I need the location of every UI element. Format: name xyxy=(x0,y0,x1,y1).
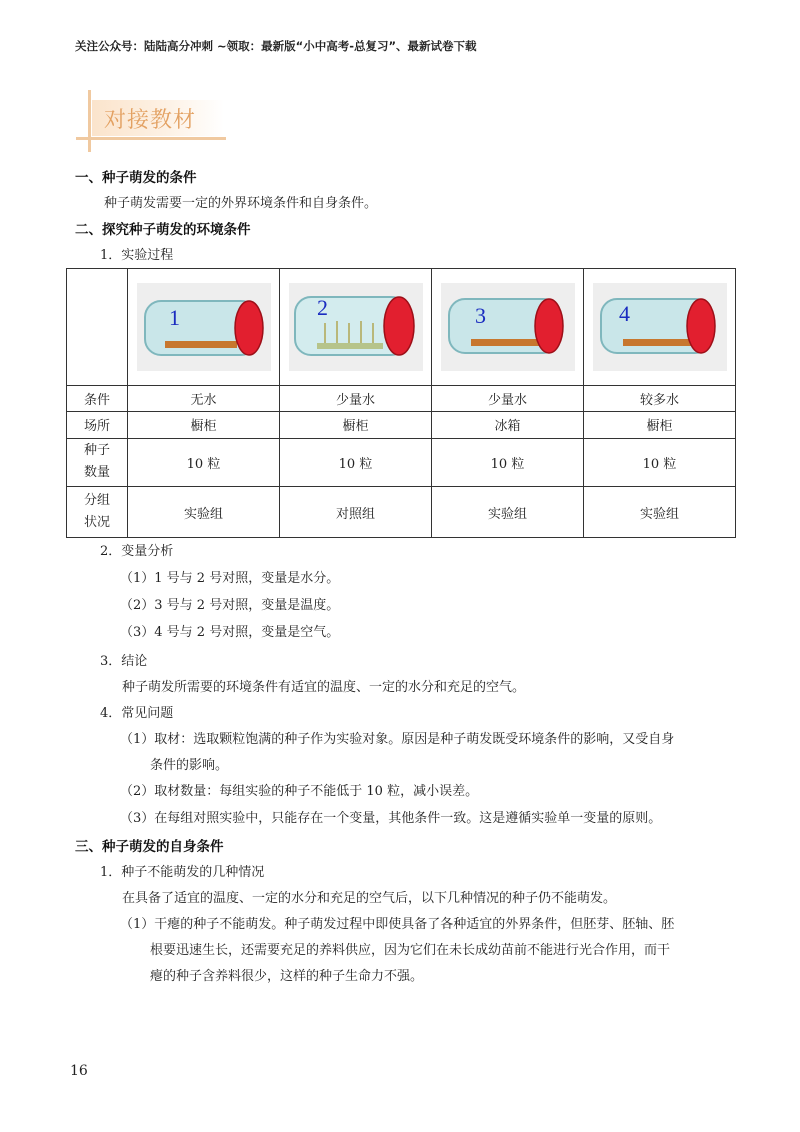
variable-item: （2）3 号与 2 号对照，变量是温度。 xyxy=(120,598,340,613)
seed-jar-image-2 xyxy=(289,283,423,371)
seed-jar-image-1 xyxy=(137,283,271,371)
paragraph-1: 种子萌发需要一定的外界环境条件和自身条件。 xyxy=(104,196,378,211)
jar-cell-4 xyxy=(584,269,736,386)
table-row xyxy=(67,487,736,538)
sub-heading-common-issues: 4．常见问题 xyxy=(100,706,174,721)
row-label: 条件 xyxy=(67,385,128,411)
table-cell: 10 粒 xyxy=(432,438,584,487)
table-cell: 对照组 xyxy=(280,487,432,538)
jar-number-3: 3 xyxy=(474,302,486,328)
sub-heading-cannot-germinate: 1．种子不能萌发的几种情况 xyxy=(100,865,265,880)
table-cell: 较多水 xyxy=(584,385,736,411)
experiment-table xyxy=(66,268,736,538)
variable-item: （1）1 号与 2 号对照，变量是水分。 xyxy=(120,571,340,586)
table-row xyxy=(67,412,736,438)
intro-text: 在具备了适宜的温度、一定的水分和充足的空气后，以下几种情况的种子仍不能萌发。 xyxy=(122,891,617,906)
issue-item-3: （3）在每组对照实验中，只能存在一个变量，其他条件一致。这是遵循实验单一变量的原则。 xyxy=(120,811,662,826)
page-number: 16 xyxy=(70,1063,88,1079)
conclusion-text: 种子萌发所需要的环境条件有适宜的温度、一定的水分和充足的空气。 xyxy=(122,680,526,695)
heading-1: 一、种子萌发的条件 xyxy=(75,170,197,186)
table-row xyxy=(67,385,736,411)
table-cell: 橱柜 xyxy=(128,412,280,438)
row-label: 种子 数量 xyxy=(67,438,128,487)
table-cell: 10 粒 xyxy=(280,438,432,487)
table-cell: 10 粒 xyxy=(128,438,280,487)
row-label: 场所 xyxy=(67,412,128,438)
variable-item: （3）4 号与 2 号对照，变量是空气。 xyxy=(120,625,340,640)
issue-item-1: （1）取材：选取颗粒饱满的种子作为实验对象。原因是种子萌发既受环境条件的影响，又受自身 xyxy=(120,732,675,747)
sub-heading-experiment-process: 1．实验过程 xyxy=(100,248,174,263)
table-cell: 冰箱 xyxy=(432,412,584,438)
jar-cell-1 xyxy=(128,269,280,386)
issue-item-1-cont: 条件的影响。 xyxy=(150,758,229,773)
table-row-images xyxy=(67,269,736,386)
case-item-1-cont: 根要迅速生长，还需要充足的养料供应，因为它们在未长成幼苗前不能进行光合作用，而干 xyxy=(150,943,671,958)
table-cell: 无水 xyxy=(128,385,280,411)
jar-cell-2 xyxy=(280,269,432,386)
seed-jar-image-4 xyxy=(593,283,727,371)
section-title: 对接教材 xyxy=(104,108,197,133)
table-cell: 橱柜 xyxy=(280,412,432,438)
section-banner xyxy=(76,90,226,152)
issue-item-2: （2）取材数量：每组实验的种子不能低于 10 粒，减小误差。 xyxy=(120,784,479,799)
jar-number-4: 4 xyxy=(618,300,630,326)
case-item-1: （1）干瘪的种子不能萌发。种子萌发过程中即使具备了各种适宜的外界条件，但胚芽、胚轴、胚 xyxy=(120,917,675,932)
sub-heading-variable-analysis: 2．变量分析 xyxy=(100,544,174,559)
empty-corner-cell xyxy=(67,269,128,386)
jar-cell-3 xyxy=(432,269,584,386)
table-cell: 少量水 xyxy=(280,385,432,411)
seed-jar-image-3 xyxy=(441,283,575,371)
jar-number-2: 2 xyxy=(316,294,328,320)
table-cell: 实验组 xyxy=(432,487,584,538)
heading-3: 三、种子萌发的自身条件 xyxy=(75,839,224,855)
row-label: 分组 状况 xyxy=(67,487,128,538)
table-cell: 橱柜 xyxy=(584,412,736,438)
heading-2: 二、探究种子萌发的环境条件 xyxy=(75,222,251,238)
table-cell: 实验组 xyxy=(128,487,280,538)
table-cell: 实验组 xyxy=(584,487,736,538)
jar-number-1: 1 xyxy=(168,304,180,330)
case-item-1-cont: 瘪的种子含养料很少，这样的种子生命力不强。 xyxy=(150,969,424,984)
table-cell: 10 粒 xyxy=(584,438,736,487)
table-row xyxy=(67,438,736,487)
table-cell: 少量水 xyxy=(432,385,584,411)
sub-heading-conclusion: 3．结论 xyxy=(100,654,148,669)
header-note: 关注公众号：陆陆高分冲刺 ~领取：最新版“小中高考-总复习”、最新试卷下载 xyxy=(75,39,477,53)
